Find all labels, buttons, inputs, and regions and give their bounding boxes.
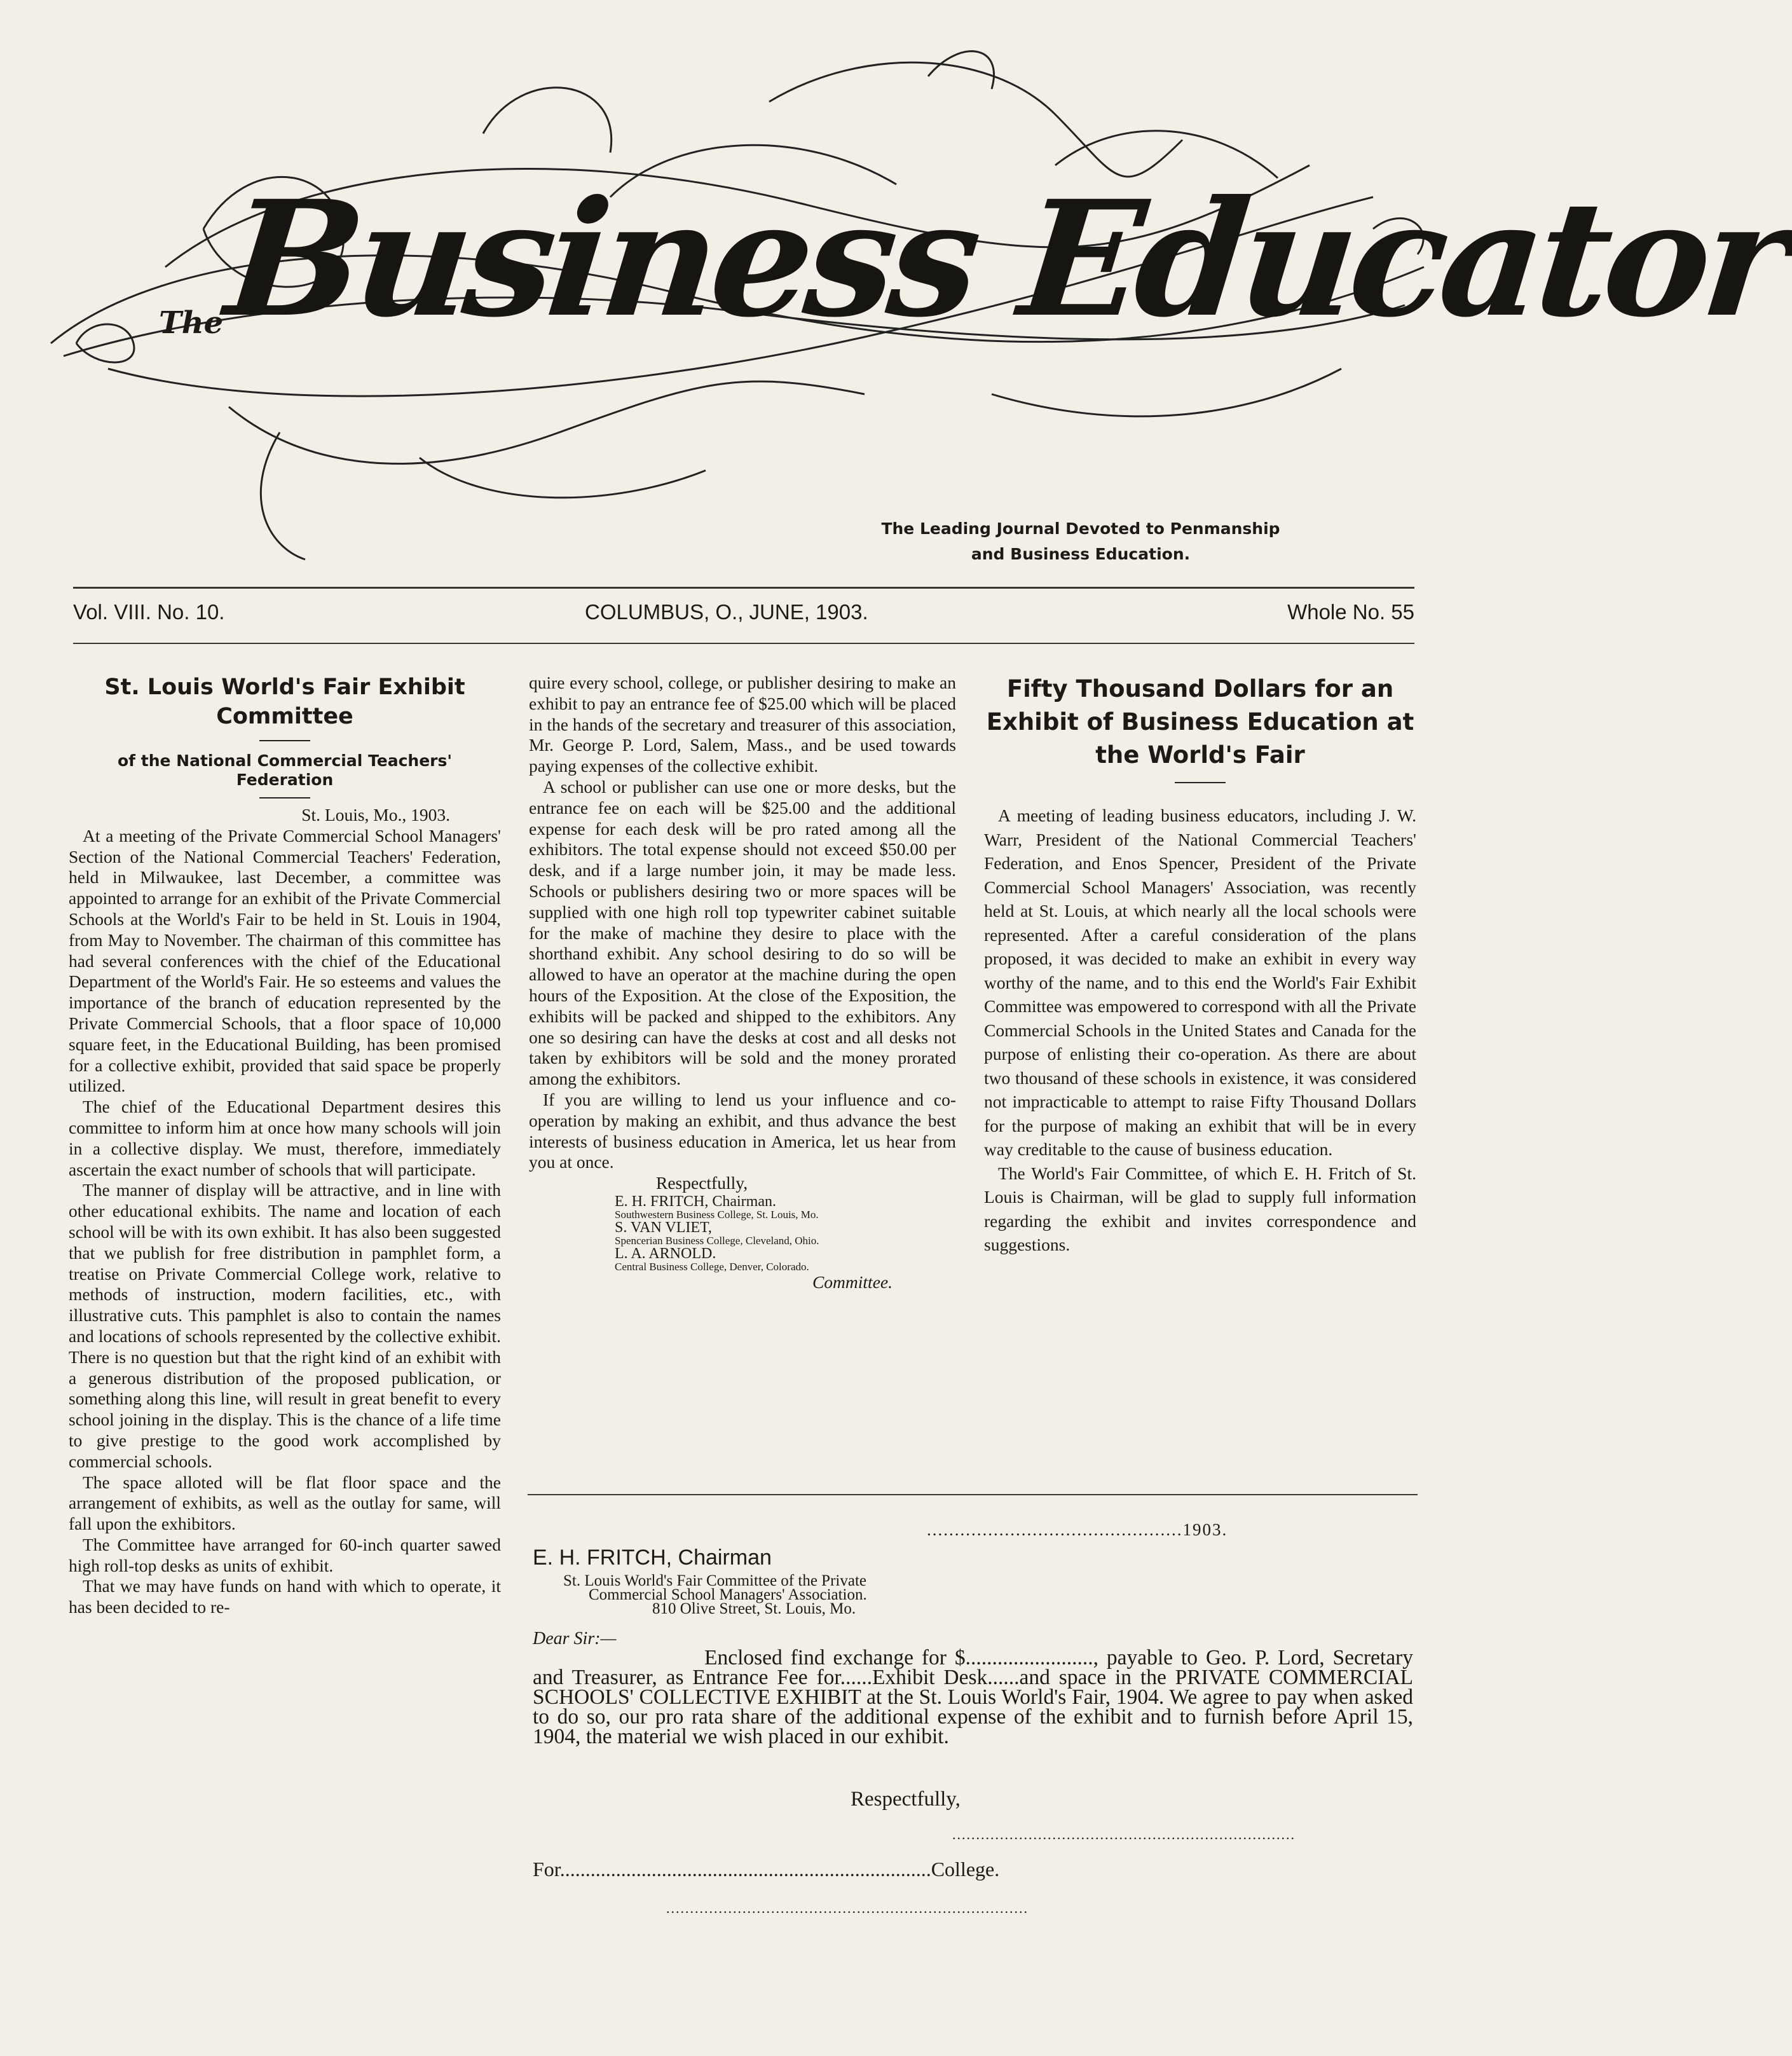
form-address-line: St. Louis World's Fair Committee of the Private [563,1572,866,1589]
signatures [615,1194,956,1272]
masthead [38,38,1792,598]
article-world-fair-committee-continued [529,673,956,1293]
issue-info-bar [73,598,1414,629]
form-addressee: E. H. FRITCH, Chairman [533,1545,772,1570]
form-address-line: 810 Olive Street, St. Louis, Mo. [652,1600,856,1617]
form-signature-line[interactable]: ........................................................................ [952,1826,1296,1842]
signature-name: L. A. ARNOLD. [615,1245,716,1262]
signature-school: Spencerian Business College, Cleveland, Ohio. [615,1234,819,1247]
paragraph: The manner of display will be attractive, and in line with other educational exhibits. The name and location of each school will be with its own exhibit. It has also been suggested that we publish for free distribution in pamphlet form, a treatise on Private Commercial College work, relative to methods of instruction, modern facilities, etc., with illustrative cuts. This pamphlet is also to contain the names and locations of schools represented by the collective exhibit. There is no question but that the right kind of an exhibit with a generous distribution of the proposed publication, or something along this line, will result in great benefit to every school joining in the display. This is the chance of a life time to give prestige to the good work accomplished by commercial schools. [69,1180,501,1471]
title-divider [259,740,310,741]
letter-closing: Respectfully, [656,1173,748,1193]
form-body: Enclosed find exchange for $........................, payable to Geo. P. Lord, Secretary and Treasurer, as Entrance Fee for......Exhibit Desk......and space in the PRIVATE COMMERCIAL SCHOOLS' COLLECTIVE EXHIBIT at the St. Louis World's Fair, 1904. We agree to pay when asked to do so, our pro rata share of the additional expense of the exhibit and to furnish before April 15, 1904, the material we wish placed in our exhibit. [533,1646,1413,1748]
form-address-line: Commercial School Managers' Association. [589,1586,867,1603]
form-closing: Respectfully, [851,1788,961,1811]
issue-place-date: COLUMBUS, O., JUNE, 1903. [585,600,868,624]
paragraph: quire every school, college, or publisher desiring to make an exhibit to pay an entrance fee of $25.00 which will be placed in the hands of the secretary and treasurer of this association, Mr. George P. Lord, Salem, Mass., and be used towards paying expenses of the collective exhibit. [529,673,956,776]
article-fifty-thousand-dollars [984,673,1416,1257]
paragraph: That we may have funds on hand with which to operate, it has been decided to re- [69,1576,501,1617]
form-divider [528,1494,1418,1495]
volume-number: Vol. VIII. No. 10. [73,600,225,624]
masthead-the-label: The [159,305,224,341]
paragraph: If you are willing to lend us your influence and co-operation by making an exhibit, and thus advance the best interests of business education in America, let us hear from you at once. [529,1089,956,1172]
signature-school: Southwestern Business College, St. Louis, Mo. [615,1208,819,1221]
whole-number: Whole No. 55 [1287,600,1414,624]
subtitle-divider [259,797,310,798]
form-college-line[interactable]: For.........................................................................College. [533,1858,1000,1881]
masthead-tagline [871,516,1290,567]
info-bar-rule [73,643,1414,644]
signature-name: S. VAN VLIET, [615,1219,712,1236]
form-address [563,1574,867,1616]
tagline-line-2: and Business Education. [971,545,1191,563]
paragraph: The chief of the Educational Department desires this committee to inform him at once how many schools will join in a collective display. We must, therefore, immediately ascertain the exact number of schools that will participate. [69,1097,501,1179]
article-world-fair-committee [69,673,501,1618]
paragraph: At a meeting of the Private Commercial School Managers' Section of the National Commercial Teachers' Federation, held in Milwaukee, last December, a committee was appointed to arrange for an exhibit of the Private Commercial Schools at the World's Fair to be held in St. Louis in 1904, from May to November. The chairman of this committee has had several conferences with the chief of the Educational Department of the World's Fair. He so esteems and values the importance of the branch of education represented by the Private Commercial Schools, that a floor space of 10,000 square feet, in the Educational Building, has been promised for a collective exhibit, provided that said space be properly utilized. [69,825,501,1096]
form-address-line-blank[interactable]: ............................................................................ [666,1900,1029,1916]
article-title: St. Louis World's Fair Exhibit Committee [104,675,465,729]
article-subtitle: of the National Commercial Teachers' Federation [117,751,453,789]
signature-school: Central Business College, Denver, Colorado. [615,1260,809,1273]
form-salutation: Dear Sir:— [533,1629,617,1648]
title-divider [1175,782,1226,783]
tagline-line-1: The Leading Journal Devoted to Penmanship [881,519,1280,538]
committee-label: Committee. [812,1271,893,1292]
paragraph: The space alloted will be flat floor space and the arrangement of exhibits, as well as the outlay for same, will fall upon the exhibitors. [69,1472,501,1534]
signature-name: E. H. FRITCH, Chairman. [615,1193,776,1210]
article-title: Fifty Thousand Dollars for an Exhibit of Business Education at the World's Fair [986,675,1414,769]
form-date-line[interactable]: ..............................................1903. [927,1520,1228,1539]
paragraph: The Committee have arranged for 60-inch quarter sawed high roll-top desks as units of exhibit. [69,1534,501,1575]
paragraph: A meeting of leading business educators, including J. W. Warr, President of the National Commercial Teachers' Federation, and Enos Spencer, President of the Private Commercial School Managers' Association, was recently held at St. Louis, at which nearly all the local schools were represented. After a careful consideration of the plans proposed, it was decided to make an exhibit in every way worthy of the name, and to this end the World's Fair Exhibit Committee was empowered to correspond with all the Private Commercial Schools in the United States and Canada for the purpose of enlisting their co-operation. As there are about two thousand of these schools in existence, it was considered not impracticable to attempt to raise Fifty Thousand Dollars for the purpose of making an exhibit that will be in every way creditable to the cause of business education. [984,805,1416,1159]
article-dateline: St. Louis, Mo., 1903. [301,805,450,825]
paragraph: A school or publisher can use one or more desks, but the entrance fee on each will be $25.00 and the additional expense for each desk will be pro rated among all the exhibitors. The total expense should not exceed $50.00 per desk, and if a large number join, it may be made less. Schools or publishers desiring two or more spaces will be supplied with one high roll top typewriter cabinet suitable for the make of machine they desire to place with the shorthand exhibit. Any school desiring to do so will be allowed to have an operator at the machine during the open hours of the Exposition. At the close of the Exposition, the exhibits will be packed and shipped to the exhibitors. Any one so desiring can have the desks at cost and all desks not taken by exhibitors will be sold and the money prorated among the exhibitors. [529,776,956,1089]
paragraph: The World's Fair Committee, of which E. H. Fritch of St. Louis is Chairman, will be glad to supply full information regarding the exhibit and invites correspondence and suggestions. [984,1163,1416,1254]
masthead-rule [73,587,1414,589]
masthead-title: Business Educator [219,165,1792,352]
